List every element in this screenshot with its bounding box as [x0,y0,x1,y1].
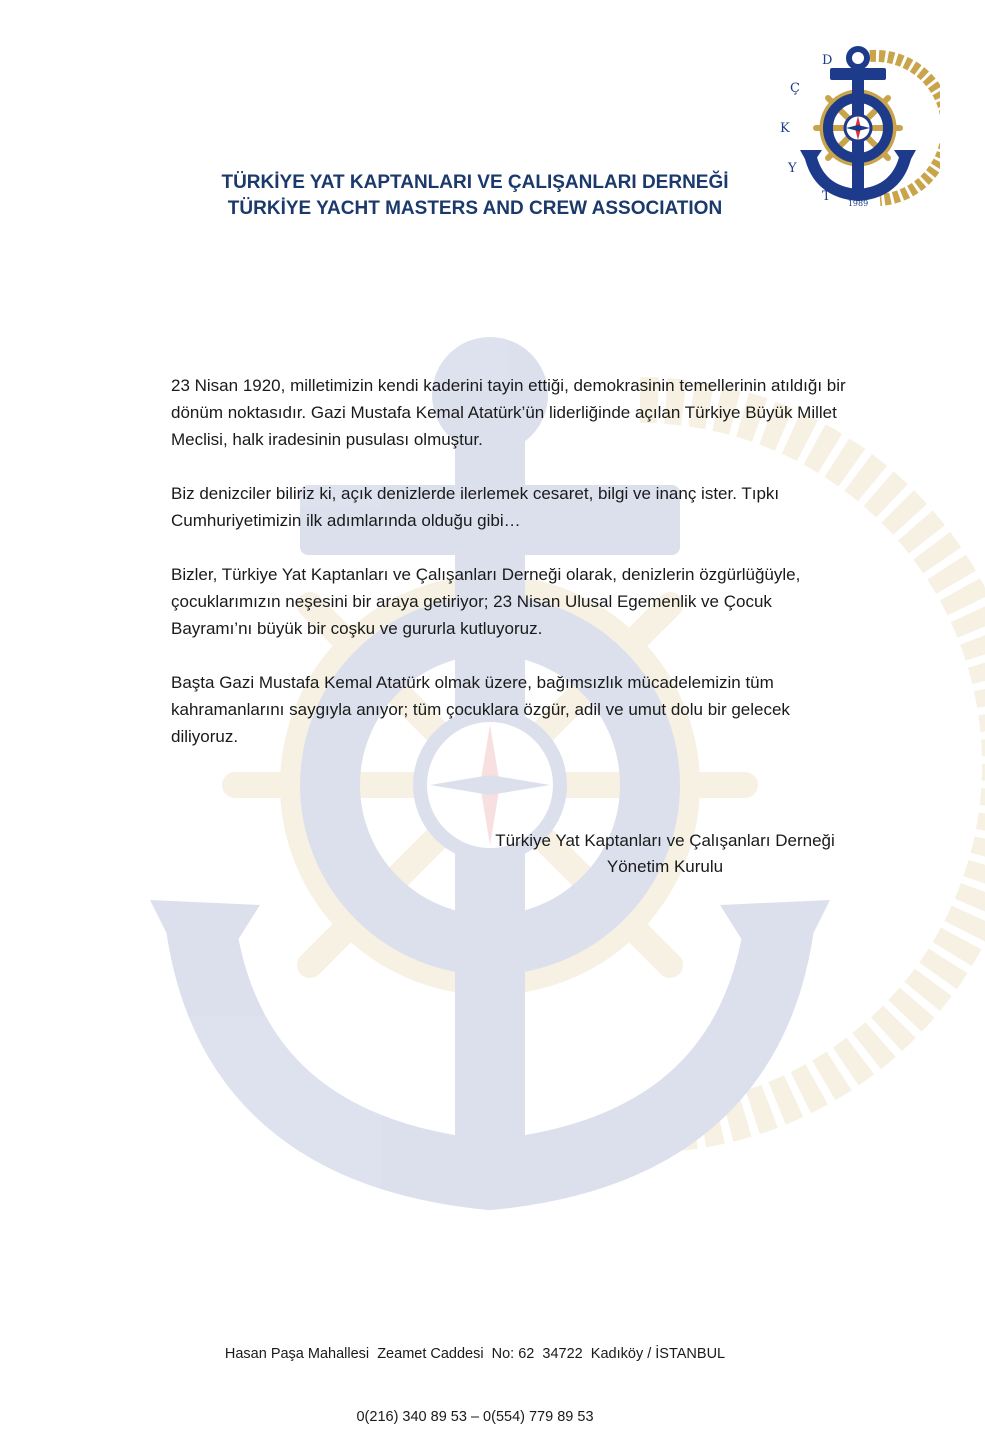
logo-letter-y: Y [788,161,797,176]
signature-org: Türkiye Yat Kaptanları ve Çalışanları Derneği [495,831,835,850]
association-name-tr: TÜRKİYE YAT KAPTANLARI VE ÇALIŞANLARI DERNEĞİ [221,172,729,193]
footer [140,1302,810,1449]
paragraph: Başta Gazi Mustafa Kemal Atatürk olmak üzere, bağımsızlık mücadelemizin tüm kahramanlarını saygıyla anıyor; tüm çocuklara özgür, adil ve umut dolu bir gelecek diliyoruz. [171,673,790,746]
paragraph: Biz denizciler biliriz ki, açık denizlerde ilerlemek cesaret, bilgi ve inanç ister. Tıpkı Cumhuriyetimizin ilk adımlarında olduğu gibi… [171,484,780,530]
logo-letter-d: D [822,53,833,68]
logo-year: 1989 [847,199,869,208]
association-name-en: TÜRKİYE YACHT MASTERS AND CREW ASSOCIATION [227,198,723,219]
logo-letter-k: K [780,121,790,136]
logo-letter-c: Ç [790,81,800,96]
logo-letter-t: T [822,189,831,204]
letterhead [140,170,810,222]
signature-block [440,828,890,880]
letter-body [171,372,851,777]
footer-phones: 0(216) 340 89 53 – 0(554) 779 89 53 [356,1409,594,1425]
paragraph: 23 Nisan 1920, milletimizin kendi kaderini tayin ettiği, demokrasinin temellerinin atıldığı bir dönüm noktasıdır. Gazi Mustafa Kemal Atatürk’ün liderliğinde açılan Türkiye Büyük Millet Meclisi, halk iradesinin pusulası olmuştur. [171,376,846,449]
footer-address: Hasan Paşa Mahallesi Zeamet Caddesi No: 62 34722 Kadıköy / İSTANBUL [224,1346,726,1362]
paragraph: Bizler, Türkiye Yat Kaptanları ve Çalışanları Derneği olarak, denizlerin özgürlüğüyle, çocuklarımızın neşesini bir araya getiriyor; 23 Nisan Ulusal Egemenlik ve Çocuk Bayramı’nı büyük bir coşku ve gururla kutluyoruz. [171,565,801,638]
signature-board: Yönetim Kurulu [606,857,724,876]
